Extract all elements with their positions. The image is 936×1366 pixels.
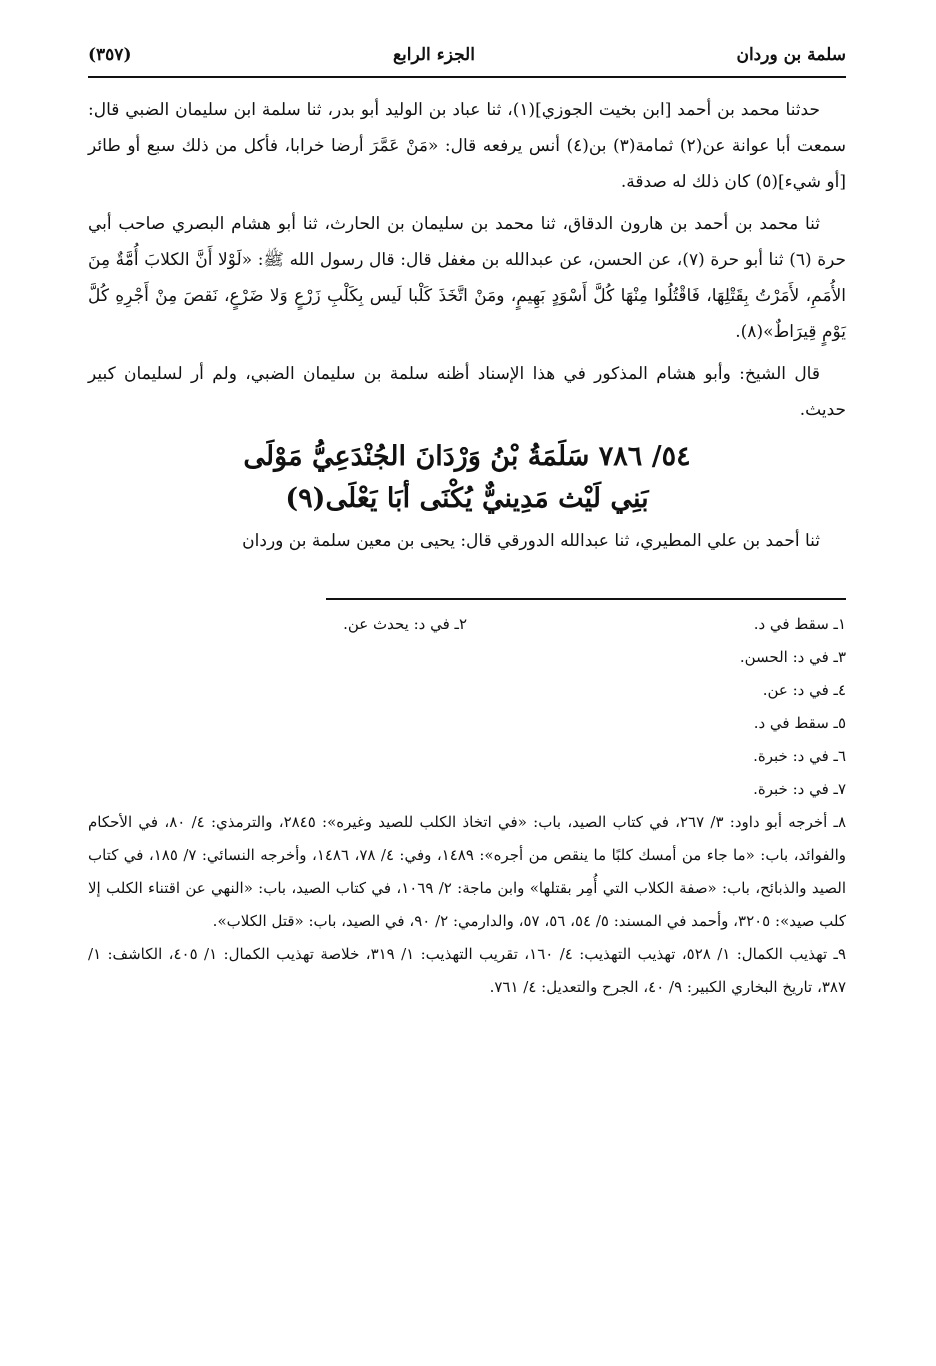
header-volume: الجزء الرابع	[393, 45, 475, 65]
footnote-4: ٤ـ في د: عن.	[762, 681, 846, 699]
main-text	[88, 92, 846, 558]
footnote-row	[88, 608, 846, 641]
footnote-5: ٥ـ سقط في د.	[753, 714, 846, 732]
footnote-1: ١ـ سقط في د.	[753, 615, 846, 633]
entry-heading-line-2: بَنِي لَيْث مَدِينيٌّ يُكْنَى أبَا يَعْلَى(٩)	[285, 483, 649, 514]
footnote-9: ٩ـ تهذيب الكمال: ١/ ٥٢٨، تهذيب التهذيب: ٤/ ١٦٠، تقريب التهذيب: ١/ ٣١٩، خلاصة تهذيب الكمال: ١/ ٤٠٥، الكاشف: ١/ ٣٨٧، تاريخ البخاري الكبير: ٩/ ٤٠، الجرح والتعديل: ٤/ ٧٦١.	[88, 945, 847, 996]
header-entry-name: سلمة بن وردان	[736, 45, 846, 65]
paragraph-2: ثنا محمد بن أحمد بن هارون الدقاق، ثنا محمد بن سليمان بن الحارث، ثنا أبو هشام البصري صاحب أبي حرة (٦) ثنا أبو حرة (٧)، عن الحسن، عن عبدالله بن مغفل قال: قال رسول الله ﷺ: «لَوْلا أَنَّ الكلابَ أُمَّةٌ مِنَ الأُمَمِ، لأَمَرْتُ بِقَتْلِهَا، فَاقْتُلُوا مِنْهَا كُلَّ أَسْوَدٍ بَهِيمٍ، ومَنْ اتَّخَذَ كَلْبا لَيس بِكَلْبِ زَرْعٍ وَلا ضَرْعٍ، نَقصَ مِنْ أَجْرِهِ كُلَّ يَوْمٍ قِيرَاطٌ»(٨).	[88, 214, 846, 342]
paragraph-3: قال الشيخ: وأبو هشام المذكور في هذا الإسناد أظنه سلمة بن سليمان الضبي، ولم أر لسليمان كبير حديث.	[88, 364, 846, 420]
running-header	[88, 38, 846, 72]
footnote-rule	[326, 598, 846, 600]
paragraph-1: حدثنا محمد بن أحمد [ابن بخيت الجوزي](١)، ثنا عباد بن الوليد أبو بدر، ثنا سلمة ابن سليمان الضبي قال: سمعت أبا عوانة عن(٢) ثمامة(٣) بن(٤) أنس يرفعه قال: «مَنْ عَمَّرَ أرضا خرابا، فأكل من ذلك سبع أو طائر [أو شيء](٥) كان ذلك له صدقة.	[88, 100, 846, 192]
header-rule	[88, 76, 846, 78]
footnote-2: ٢ـ في د: يحدث عن.	[343, 615, 467, 633]
footnote-6: ٦ـ في د: خبرة.	[753, 747, 846, 765]
footnote-8: ٨ـ أخرجه أبو داود: ٣/ ٢٦٧، في كتاب الصيد، باب: «في اتخاذ الكلب للصيد وغيره»: ٢٨٤٥، والترمذي: ٤/ ٨٠، في الأحكام والفوائد، باب: «ما جاء من أمسك كلبًا ما ينقص من أجره»: ١٤٨٩، وفي: ٤/ ٧٨، ١٤٨٦، وأخرجه النسائي: ٧/ ١٨٥، في كتاب الصيد والذبائح، باب: «صفة الكلاب التي أُمِر بقتلها» وابن ماجة: ٢/ ١٠٦٩، في كتاب الصيد، باب: «النهي عن اقتناء الكلب إلا كلب صيد»: ٣٢٠٥، وأحمد في المسند: ٥/ ٥٤، ٥٦، ٥٧، والدارمي: ٢/ ٩٠، في الصيد، باب: «قتل الكلاب».	[88, 813, 847, 930]
entry-heading-line-1: ٥٤/ ٧٨٦ سَلَمَةُ بْنُ وَرْدَانَ الجُنْدَعِيُّ مَوْلَى	[243, 441, 691, 472]
footnote-7: ٧ـ في د: خبرة.	[753, 780, 846, 798]
footnote-3: ٣ـ في د: الحسن.	[739, 648, 846, 666]
header-page-number: (٣٥٧)	[88, 45, 132, 65]
entry-heading	[88, 436, 846, 520]
paragraph-4: ثنا أحمد بن علي المطيري، ثنا عبدالله الدورقي قال: يحيى بن معين سلمة بن وردان	[242, 531, 820, 551]
footnotes	[88, 608, 846, 1004]
